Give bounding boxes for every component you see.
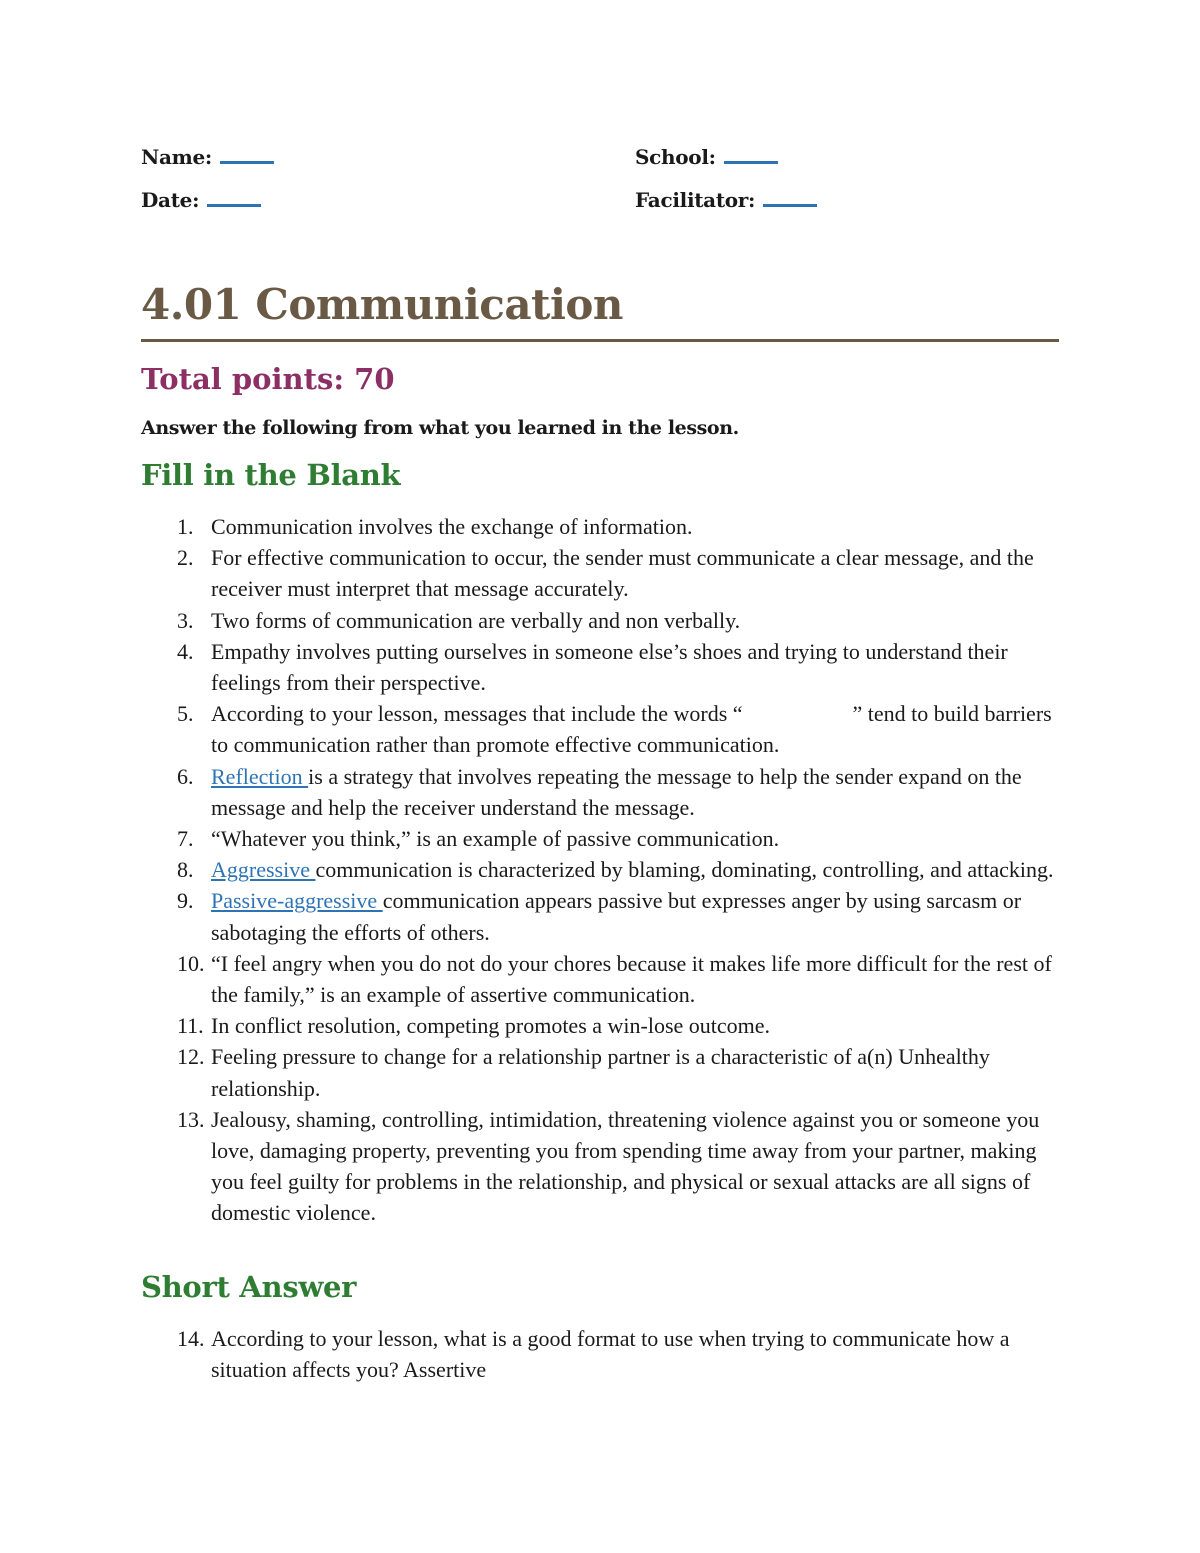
question-text: According to your lesson, messages that include the words “ ” tend to build barriers to communication rather than promote effective communication. (211, 701, 1058, 758)
facilitator-field (635, 188, 817, 212)
question-item (141, 823, 1066, 854)
question-text: Jealousy, shaming, controlling, intimidation, threatening violence against you or someone you love, damaging property, preventing you from spending time away from your partner, making you feel guilty for problems in the relationship, and physical or sexual attacks are all signs of domestic violence. (211, 1106, 1045, 1226)
title-divider (141, 339, 1059, 342)
question-item (141, 1104, 1066, 1229)
question-number: 13. (177, 1106, 205, 1132)
question-item (141, 1041, 1066, 1103)
school-blank[interactable] (724, 147, 778, 164)
answer-text: Aggressive (211, 857, 316, 883)
school-field (635, 145, 778, 169)
question-number: 8. (177, 857, 194, 883)
question-text: “Whatever you think,” is an example of passive communication. (211, 826, 780, 852)
page-title: 4.01 Communication (141, 280, 623, 329)
question-number: 2. (177, 545, 194, 571)
instructions: Answer the following from what you learned in the lesson. (141, 417, 739, 439)
question-item (141, 948, 1066, 1010)
question-text: Communication involves the exchange of information. (211, 514, 693, 539)
facilitator-label: Facilitator: (635, 188, 756, 212)
question-number: 10. (177, 950, 205, 976)
question-text: communication is characterized by blaming, dominating, controlling, and attacking. (315, 857, 1054, 883)
short-answer-list (141, 1323, 1066, 1385)
name-field (141, 145, 274, 169)
question-item (141, 885, 1066, 947)
date-blank[interactable] (207, 190, 261, 207)
question-number: 9. (177, 888, 194, 914)
question-number: 6. (177, 763, 194, 789)
question-item (141, 854, 1066, 885)
question-item (141, 698, 1066, 760)
name-label: Name: (141, 145, 213, 169)
question-text: is a strategy that involves repeating the message to help the sender expand on the message and help the receiver understand the message. (211, 763, 1028, 820)
question-item (141, 542, 1066, 604)
question-item (141, 1010, 1066, 1041)
date-field (141, 188, 261, 212)
question-number: 14. (177, 1326, 205, 1351)
answer-text: Reflection (211, 763, 309, 789)
school-label: School: (635, 145, 716, 169)
total-points: Total points: 70 (141, 362, 395, 396)
question-number: 11. (177, 1013, 204, 1039)
question-item (141, 761, 1066, 823)
question-text: Empathy involves putting ourselves in someone else’s shoes and trying to understand their feelings from their perspective. (211, 638, 1014, 696)
question-number: 5. (177, 701, 194, 727)
question-item (141, 511, 1066, 542)
question-item (141, 636, 1066, 698)
question-number: 12. (177, 1044, 205, 1070)
date-label: Date: (141, 188, 200, 212)
facilitator-blank[interactable] (763, 190, 817, 207)
question-text: Feeling pressure to change for a relationship partner is a characteristic of a(n) Unhealthy relationship. (211, 1044, 996, 1101)
question-number: 1. (177, 514, 194, 539)
fill-in-blank-heading: Fill in the Blank (141, 458, 401, 492)
fill-in-blank-list (141, 511, 1066, 1229)
question-number: 7. (177, 826, 194, 852)
question-text: “I feel angry when you do not do your chores because it makes life more difficult for the rest of the family,” is an example of assertive communication. (211, 950, 1058, 1008)
question-number: 4. (177, 638, 194, 664)
question-text: For effective communication to occur, the sender must communicate a clear message, and the receiver must interpret that message accurately. (211, 545, 1040, 602)
question-text: communication appears passive but expresses anger by using sarcasm or sabotaging the efforts of others. (211, 888, 1027, 945)
question-text: Two forms of communication are verbally and non verbally. (211, 607, 741, 633)
question-item (141, 605, 1066, 636)
question-text: According to your lesson, what is a good format to use when trying to communicate how a situation affects you? Assertive (211, 1326, 1016, 1383)
question-number: 3. (177, 607, 194, 633)
question-item (141, 1323, 1066, 1385)
short-answer-heading: Short Answer (141, 1270, 357, 1304)
answer-text: Passive-aggressive (211, 888, 383, 914)
question-text: In conflict resolution, competing promotes a win-lose outcome. (211, 1013, 771, 1039)
name-blank[interactable] (220, 147, 274, 164)
